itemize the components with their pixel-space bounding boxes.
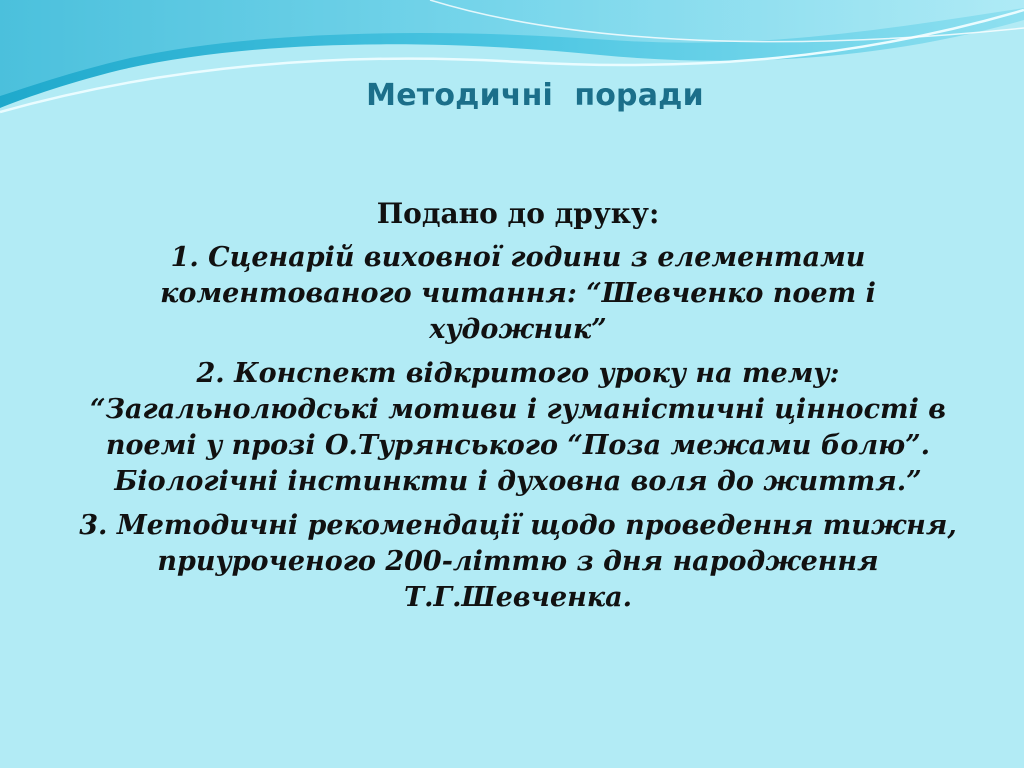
list-item: 3. Методичні рекомендації щодо проведення тижня, приуроченого 200-літтю з дня народження Т.Г.Шевченка. xyxy=(79,510,957,613)
slide-title: Методичні поради xyxy=(366,78,704,113)
list-item: 2. Конспект відкритого уроку на тему: “Загальнолюдські мотиви і гуманістичні цінності в поемі у прозі О.Турянського “Поза межами болю”. Біологічні інстинкти і духовна воля до життя.” xyxy=(90,358,946,497)
list-item: 1. Сценарій виховної години з елементами коментованого читання: “Шевченко поет і художник” xyxy=(160,242,876,345)
wave-decoration xyxy=(0,0,1024,140)
slide-body xyxy=(70,196,966,624)
section-heading: Подано до друку: xyxy=(376,197,660,230)
